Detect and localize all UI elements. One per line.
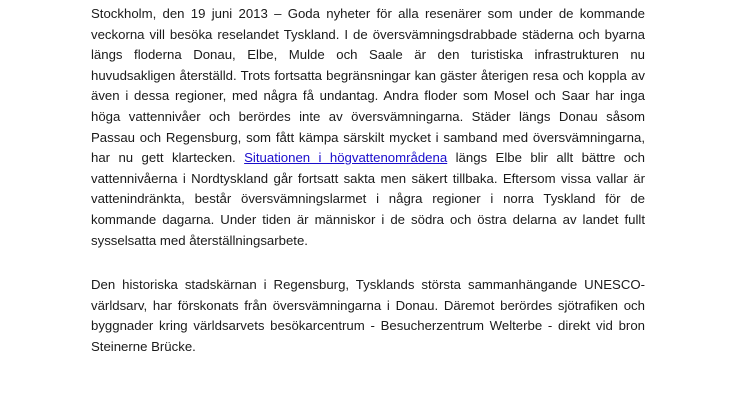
paragraph-intro-text-before-link: Stockholm, den 19 juni 2013 – Goda nyheter för alla resenärer som under de kommande veckorna vill besöka reselandet Tyskland. I de översvämningsdrabbade städerna och byarna längs floderna Donau, Elbe, Mulde och Saale är den turistiska infrastrukturen nu huvudsakligen återställd. Trots fortsatta begränsningar kan gäster återigen resa och koppla av även i dessa regioner, med några få undantag. Andra floder som Mosel och Saar har inga höga vattennivåer och berördes inte av översvämningarna. Städer längs Donau såsom Passau och Regensburg, som fått kämpa särskilt mycket i samband med översvämningarna, har nu gett klartecken. — [91, 6, 645, 166]
paragraph-regensburg: Den historiska stadskärnan i Regensburg, Tysklands största sammanhängande UNESCO-världsarv, har förskonats från översvämningarna i Donau. Däremot berördes sjötrafiken och byggnader kring världsarvets besökarcentrum - Besucherzentrum Welterbe - direkt vid bron Steinerne Brücke. — [91, 277, 645, 354]
paragraph-intro — [91, 4, 645, 251]
document-page — [91, 0, 645, 358]
situation-link[interactable]: Situationen i högvattenområdena — [244, 150, 448, 166]
paragraph-intro-text-after-link: längs Elbe blir allt bättre och vattennivåerna i Nordtyskland går fortsatt sakta men säkert tillbaka. Eftersom vissa vallar är vattenindränkta, består översvämningslarmet i några regioner i norra Tyskland för de kommande dagarna. Under tiden är människor i de södra och östra delarna av landet fullt sysselsatta med återställningsarbete. — [91, 150, 645, 248]
